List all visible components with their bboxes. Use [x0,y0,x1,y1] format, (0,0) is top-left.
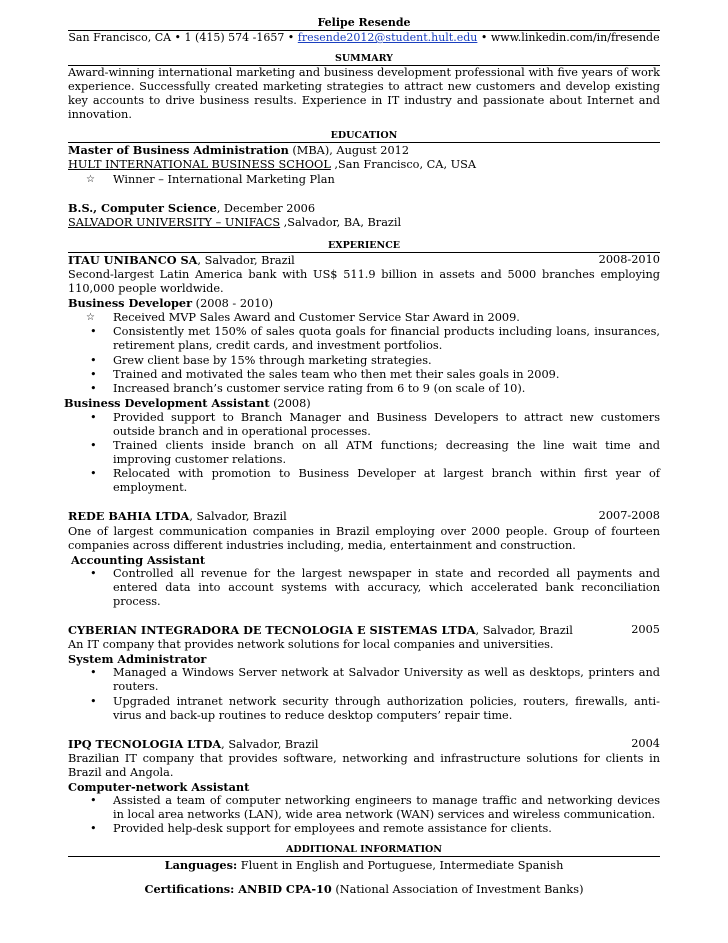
languages-line: Languages: Fluent in English and Portuguese, Intermediate Spanish [164,858,564,873]
mba-degree: Master of Business Administration [68,143,289,158]
bullet-icon: • [90,467,97,481]
list-item: • Relocated with promotion to Business Developer at largest branch within first year of employment. [90,467,660,495]
company-name: REDE BAHIA LTDA [68,509,190,524]
bullet-icon: • [90,325,97,339]
bullet-icon: • [90,566,97,580]
mba-date: (MBA), August 2012 [288,144,410,158]
job-itau: ITAU UNIBANCO SA, Salvador, Brazil 2008-2010 [68,252,660,267]
role-title: Computer-network Assistant [68,780,250,795]
list-item: • Increased branch’s customer service rating from 6 to 9 (on scale of 10). [90,381,526,395]
bs-school-line [68,216,660,230]
bs-location: ,Salvador, BA, Brazil [280,215,402,229]
bullet-icon: • [90,410,97,424]
bs-school: SALVADOR UNIVERSITY – UNIFACS [68,215,281,229]
bullet-icon: • [90,794,97,808]
list-item: ☆ Winner – International Marketing Plan [86,172,335,186]
bs-date: , December 2006 [216,201,316,215]
bullet-icon: • [90,439,97,453]
bullet-icon: • [90,822,97,836]
mba-line [68,143,660,158]
company-description: Brazilian IT company that provides software, networking and infrastructure solutions for clients in Brazil and Angola. [68,751,660,779]
job-dates: 2005 [631,623,660,637]
candidate-name: Felipe Resende [317,16,411,29]
mba-location: ,San Francisco, CA, USA [330,158,477,172]
company-name: CYBERIAN INTEGRADORA DE TECNOLOGIA E SISTEMAS LTDA [68,623,476,638]
bullet-icon: • [90,381,97,395]
bullet-icon: • [90,694,97,708]
bs-line [68,201,660,216]
job-dates: 2008-2010 [598,252,660,266]
company-name: ITAU UNIBANCO SA [68,252,198,267]
list-item: • Provided support to Branch Manager and Business Developers to attract new customers outside branch and in operational processes. [90,410,660,438]
list-item: • Assisted a team of computer networking engineers to manage traffic and networking devices in local area networks (LAN), wide area network (WAN) services and wireless communication. [90,794,660,822]
job-dates: 2004 [631,736,660,750]
bullet-icon: • [90,666,97,680]
divider [68,856,660,857]
star-icon: ☆ [86,312,95,324]
list-item: • Trained clients inside branch on all ATM functions; decreasing the line wait time and improving customer relations. [90,439,660,467]
contact-line [68,31,660,45]
email-link[interactable]: fresende2012@student.hult.edu [297,31,478,44]
contact-linkedin: • www.linkedin.com/in/fresende [477,31,660,44]
company-name: IPQ TECNOLOGIA LTDA [68,736,222,751]
star-icon: ☆ [86,173,95,185]
list-item: • Consistently met 150% of sales quota goals for financial products including loans, insurances, retirement plans, credit cards, and investment portfolios. [90,325,660,353]
job-rede: REDE BAHIA LTDA, Salvador, Brazil 2007-2008 [68,509,660,524]
company-description: Second-largest Latin America bank with US$ 511.9 billion in assets and 5000 branches employing 110,000 people worldwide. [68,267,660,296]
role-title: Accounting Assistant [71,552,206,567]
certifications-line: Certifications: ANBID CPA-10 (National Association of Investment Banks) [144,881,584,896]
list-item: • Controlled all revenue for the largest newspaper in state and recorded all payments and entered data into account systems with accuracy, which accelerated bank reconciliation process. [90,566,660,608]
role-title: Business Development Assistant (2008) [64,395,311,410]
list-item: • Provided help-desk support for employees and remote assistance for clients. [90,822,552,836]
company-description: An IT company that provides network solutions for local companies and universities. [68,638,554,652]
list-item: ☆ Received MVP Sales Award and Customer Service Star Award in 2009. [86,311,520,325]
role-title: System Administrator [68,652,207,667]
list-item: • Managed a Windows Server network at Salvador University as well as desktops, printers and routers. [90,666,660,694]
job-cyberian: CYBERIAN INTEGRADORA DE TECNOLOGIA E SISTEMAS LTDA, Salvador, Brazil 2005 [68,623,660,638]
summary-text: Award-winning international marketing and business development professional with five years of work experience. Successfully created marketing strategies to attract new customers and develop existing key accounts to drive business results. Experience in IT industry and passionate about Internet and innovation. [68,66,660,122]
bs-degree: B.S., Computer Science [68,200,217,215]
list-item: • Grew client base by 15% through marketing strategies. [90,353,432,367]
experience-heading: EXPERIENCE [327,239,401,251]
bullet-icon: • [90,367,97,381]
list-item: • Upgraded intranet network security through authorization policies, routers, firewalls, anti-virus and back-up routines to reduce desktop computers’ repair time. [90,694,660,722]
summary-heading: SUMMARY [335,53,393,64]
contact-location-phone: San Francisco, CA • 1 (415) 574 -1657 • [68,31,298,44]
company-description: One of largest communication companies in Brazil employing over 2000 people. Group of fourteen companies across different industries including, media, entertainment and construction. [68,524,660,552]
list-item: • Trained and motivated the sales team who then met their sales goals in 2009. [90,367,560,381]
education-heading: EDUCATION [330,130,398,142]
job-dates: 2007-2008 [598,509,660,523]
additional-heading: ADDITIONAL INFORMATION [285,844,442,856]
job-ipq: IPQ TECNOLOGIA LTDA, Salvador, Brazil 2004 [68,736,660,751]
bullet-icon: • [90,353,97,367]
role-title: Business Developer (2008 - 2010) [68,296,273,311]
mba-school: HULT INTERNATIONAL BUSINESS SCHOOL [68,158,331,172]
mba-school-line [68,158,660,172]
